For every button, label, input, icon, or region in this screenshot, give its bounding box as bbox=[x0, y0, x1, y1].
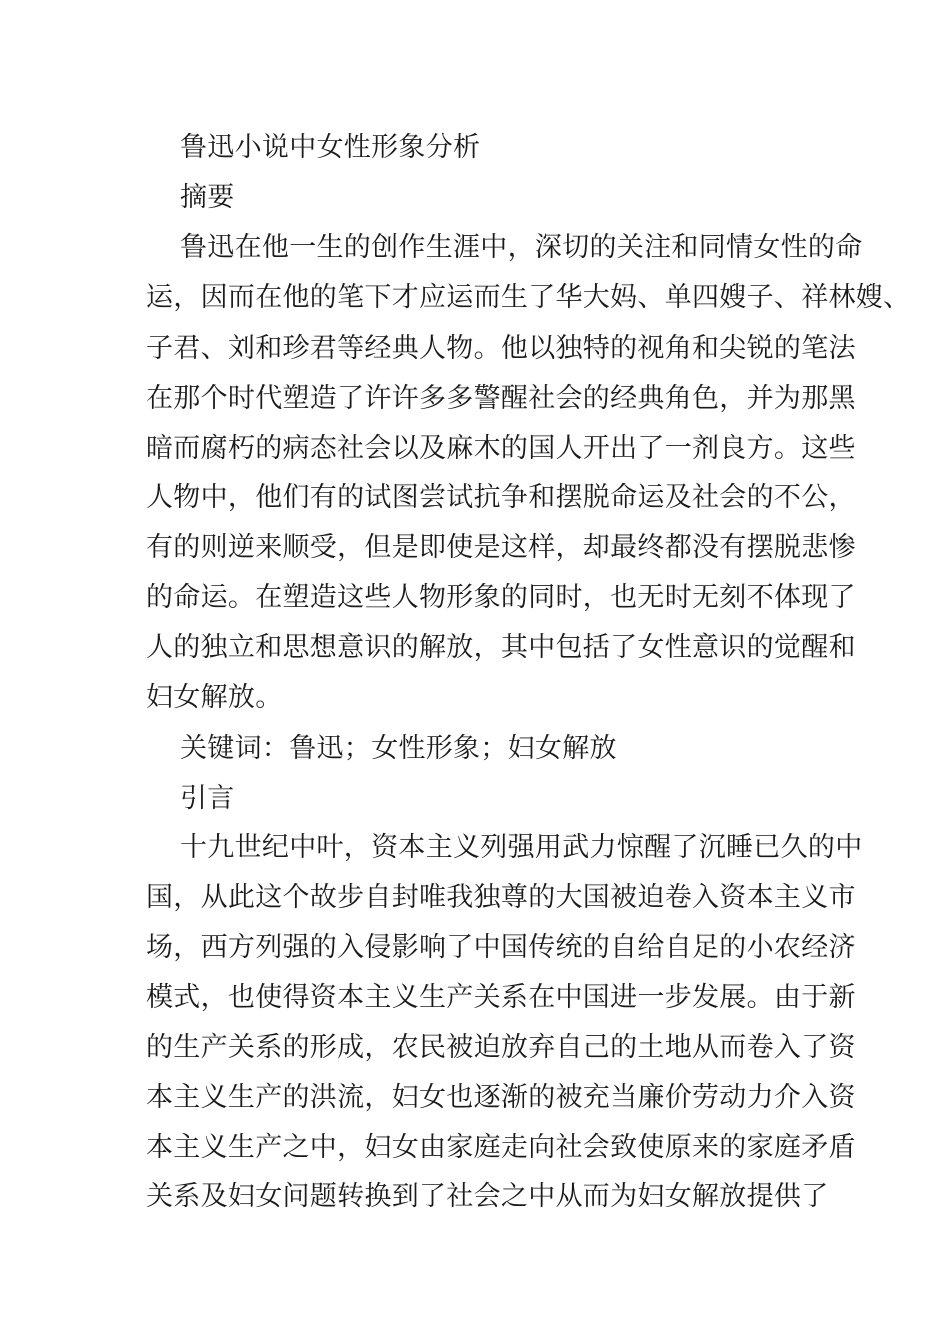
intro-line: 本主义生产的洪流，妇女也逐渐的被充当廉价劳动力介入资 bbox=[146, 1082, 856, 1113]
abstract-line: 的命运。在塑造这些人物形象的同时，也无时无刻不体现了 bbox=[146, 582, 856, 613]
abstract-line: 运，因而在他的笔下才应运而生了华大妈、单四嫂子、祥林嫂、 bbox=[146, 282, 911, 313]
keywords-line: 关键词：鲁迅；女性形象；妇女解放 bbox=[180, 733, 617, 764]
abstract-heading: 摘要 bbox=[180, 182, 235, 213]
intro-heading: 引言 bbox=[180, 783, 235, 814]
intro-line: 国，从此这个故步自封唯我独尊的大国被迫卷入资本主义市 bbox=[146, 882, 856, 913]
document-title: 鲁迅小说中女性形象分析 bbox=[180, 132, 481, 163]
intro-line: 关系及妇女问题转换到了社会之中从而为妇女解放提供了 bbox=[146, 1181, 829, 1212]
abstract-line: 人的独立和思想意识的解放，其中包括了女性意识的觉醒和 bbox=[146, 632, 856, 663]
abstract-line: 在那个时代塑造了许许多多警醒社会的经典角色，并为那黑 bbox=[146, 383, 856, 414]
intro-line: 的生产关系的形成，农民被迫放弃自己的土地从而卷入了资 bbox=[146, 1032, 856, 1063]
intro-line: 场，西方列强的入侵影响了中国传统的自给自足的小农经济 bbox=[146, 932, 856, 963]
abstract-line: 鲁迅在他一生的创作生涯中，深切的关注和同情女性的命 bbox=[180, 232, 863, 263]
intro-line: 十九世纪中叶，资本主义列强用武力惊醒了沉睡已久的中 bbox=[180, 832, 863, 863]
intro-line: 本主义生产之中，妇女由家庭走向社会致使原来的家庭矛盾 bbox=[146, 1132, 856, 1163]
abstract-line: 有的则逆来顺受，但是即使是这样，却最终都没有摆脱悲惨 bbox=[146, 532, 856, 563]
abstract-line: 人物中，他们有的试图尝试抗争和摆脱命运及社会的不公， bbox=[146, 482, 856, 513]
abstract-line: 暗而腐朽的病态社会以及麻木的国人开出了一剂良方。这些 bbox=[146, 433, 856, 464]
abstract-line: 妇女解放。 bbox=[146, 682, 283, 713]
abstract-line: 子君、刘和珍君等经典人物。他以独特的视角和尖锐的笔法 bbox=[146, 333, 856, 364]
intro-line: 模式，也使得资本主义生产关系在中国进一步发展。由于新 bbox=[146, 982, 856, 1013]
